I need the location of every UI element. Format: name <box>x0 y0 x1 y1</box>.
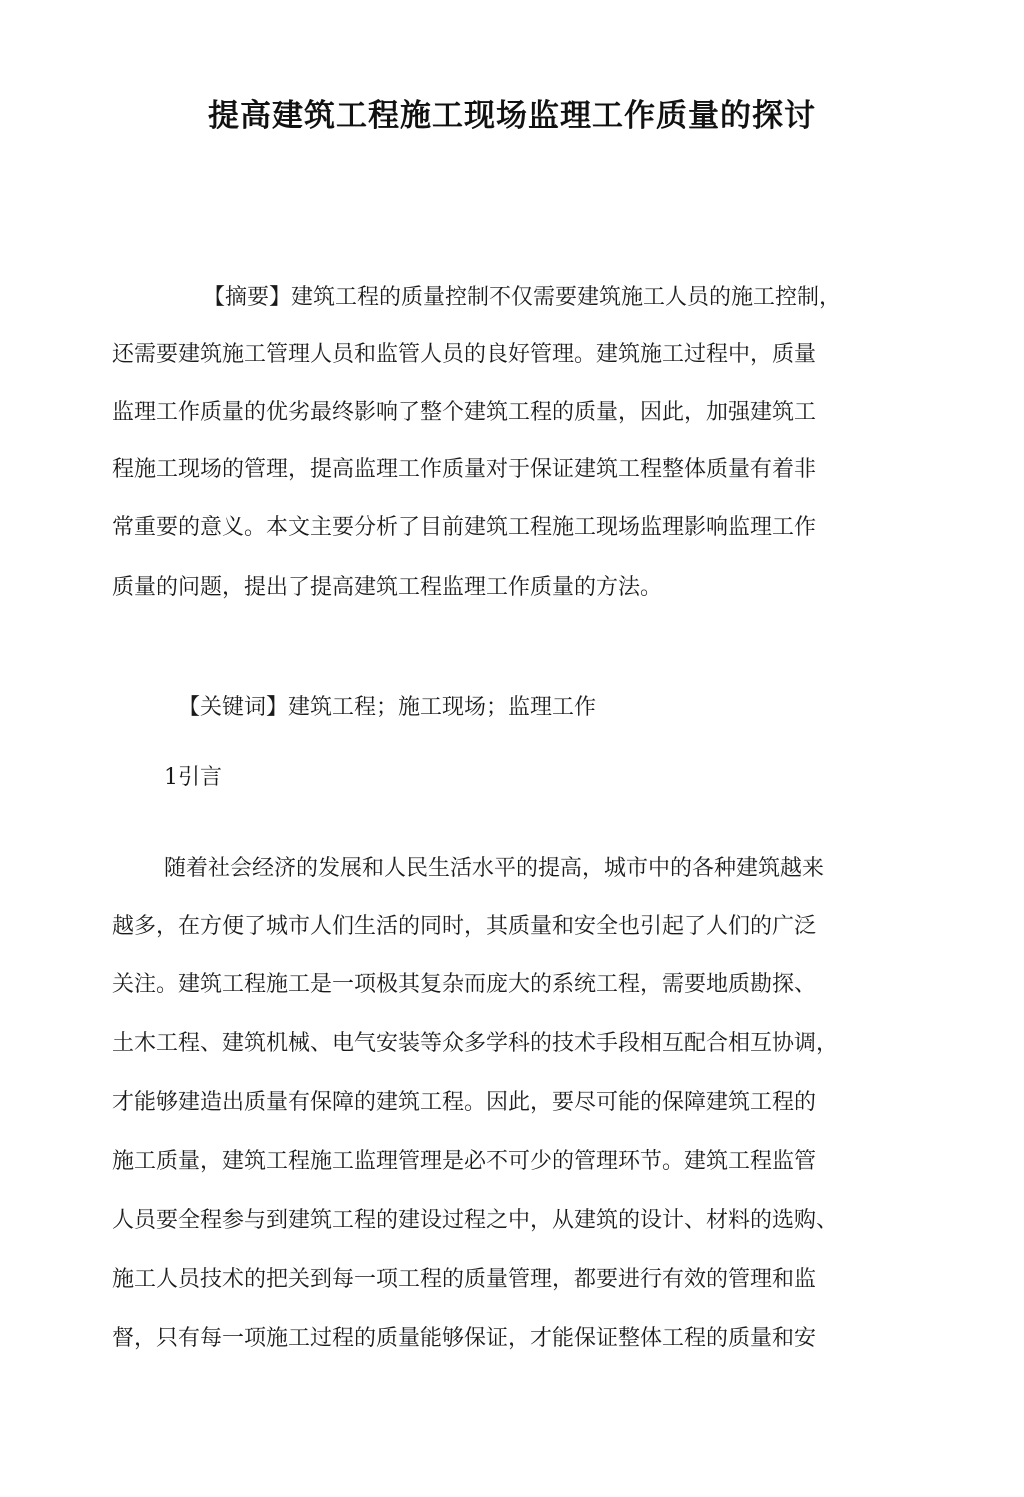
section-heading: 1引言 <box>164 765 222 790</box>
intro-line: 人员要全程参与到建筑工程的建设过程之中，从建筑的设计、材料的选购、 <box>112 1208 839 1233</box>
intro-line: 随着社会经济的发展和人民生活水平的提高，城市中的各种建筑越来 <box>164 856 825 881</box>
intro-line: 才能够建造出质量有保障的建筑工程。因此，要尽可能的保障建筑工程的 <box>112 1090 817 1115</box>
intro-line: 土木工程、建筑机械、电气安装等众多学科的技术手段相互配合相互协调， <box>112 1031 839 1056</box>
intro-line: 施工质量，建筑工程施工监理管理是必不可少的管理环节。建筑工程监管 <box>112 1149 817 1174</box>
document-title: 提高建筑工程施工现场监理工作质量的探讨 <box>208 98 816 134</box>
abstract-line: 【摘要】建筑工程的质量控制不仅需要建筑施工人员的施工控制， <box>203 285 842 310</box>
intro-line: 越多，在方便了城市人们生活的同时，其质量和安全也引起了人们的广泛 <box>112 914 817 939</box>
abstract-line: 质量的问题，提出了提高建筑工程监理工作质量的方法。 <box>112 575 663 600</box>
abstract-line: 程施工现场的管理，提高监理工作质量对于保证建筑工程整体质量有着非 <box>112 457 817 482</box>
intro-line: 关注。建筑工程施工是一项极其复杂而庞大的系统工程，需要地质勘探、 <box>112 972 817 997</box>
abstract-line: 常重要的意义。本文主要分析了目前建筑工程施工现场监理影响监理工作 <box>112 515 817 540</box>
abstract-line: 监理工作质量的优劣最终影响了整个建筑工程的质量，因此，加强建筑工 <box>112 400 817 425</box>
intro-line: 督，只有每一项施工过程的质量能够保证，才能保证整体工程的质量和安 <box>112 1326 817 1351</box>
keywords-line: 【关键词】建筑工程；施工现场；监理工作 <box>178 695 597 720</box>
intro-line: 施工人员技术的把关到每一项工程的质量管理，都要进行有效的管理和监 <box>112 1267 817 1292</box>
abstract-line: 还需要建筑施工管理人员和监管人员的良好管理。建筑施工过程中，质量 <box>112 342 817 367</box>
